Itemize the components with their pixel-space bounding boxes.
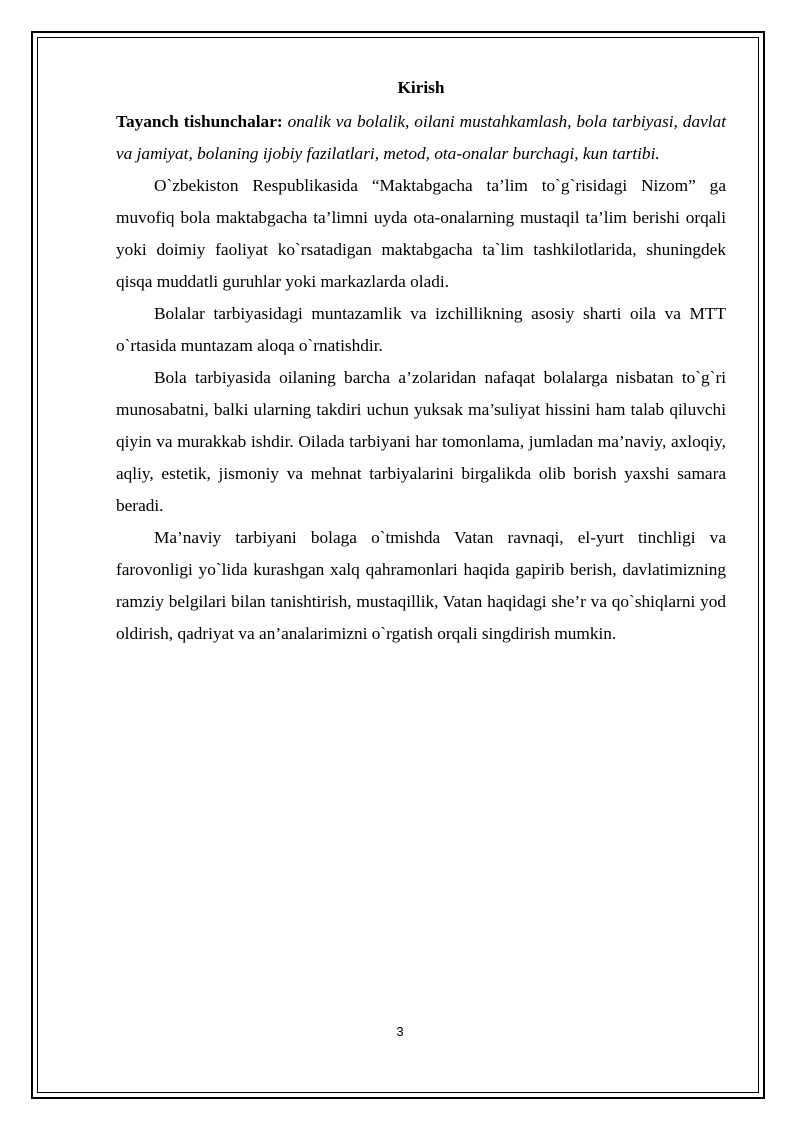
document-body	[116, 76, 726, 650]
page-title: Kirish	[397, 78, 445, 97]
keywords-text: onalik va bolalik, oilani mustahkamlash, bola tarbiyasi, davlat va jamiyat, bolaning ijobiy fazilatlari, metod, ota-onalar burchagi, kun tartibi.	[116, 112, 726, 163]
keywords-line	[116, 106, 726, 170]
page-number: 3	[396, 1024, 404, 1039]
paragraph: Bolalar tarbiyasidagi muntazamlik va izchillikning asosiy sharti oila va MTT o`rtasida muntazam aloqa o`rnatishdir.	[116, 304, 726, 355]
keywords-label: Tayanch tishunchalar:	[116, 112, 283, 131]
paragraph: Ma’naviy tarbiyani bolaga o`tmishda Vatan ravnaqi, el-yurt tinchligi va farovonligi yo`lida kurashgan xalq qahramonlari haqida gapirib berish, davlatimizning ramziy belgilari bilan tanishtirish, mustaqillik, Vatan haqidagi she’r va qo`shiqlarni yod oldirish, qadriyat va an’analarimizni o`rgatish orqali singdirish mumkin.	[116, 528, 726, 643]
paragraph: O`zbekiston Respublikasida “Maktabgacha ta’lim to`g`risidagi Nizom” ga muvofiq bola maktabgacha ta’limni uyda ota-onalarning mustaqil ta’lim berishi orqali yoki doimiy faoliyat ko`rsatadigan maktabgacha ta`lim tashkilotlarida, shuningdek qisqa muddatli guruhlar yoki markazlarda oladi.	[116, 176, 726, 291]
paragraph: Bola tarbiyasida oilaning barcha a’zolaridan nafaqat bolalarga nisbatan to`g`ri munosabatni, balki ularning takdiri uchun yuksak ma’suliyat hissini ham talab qiluvchi qiyin va murakkab ishdir. Oilada tarbiyani har tomonlama, jumladan ma’naviy, axloqiy, aqliy, estetik, jismoniy va mehnat tarbiyalarini birgalikda olib borish yaxshi samara beradi.	[116, 368, 726, 515]
